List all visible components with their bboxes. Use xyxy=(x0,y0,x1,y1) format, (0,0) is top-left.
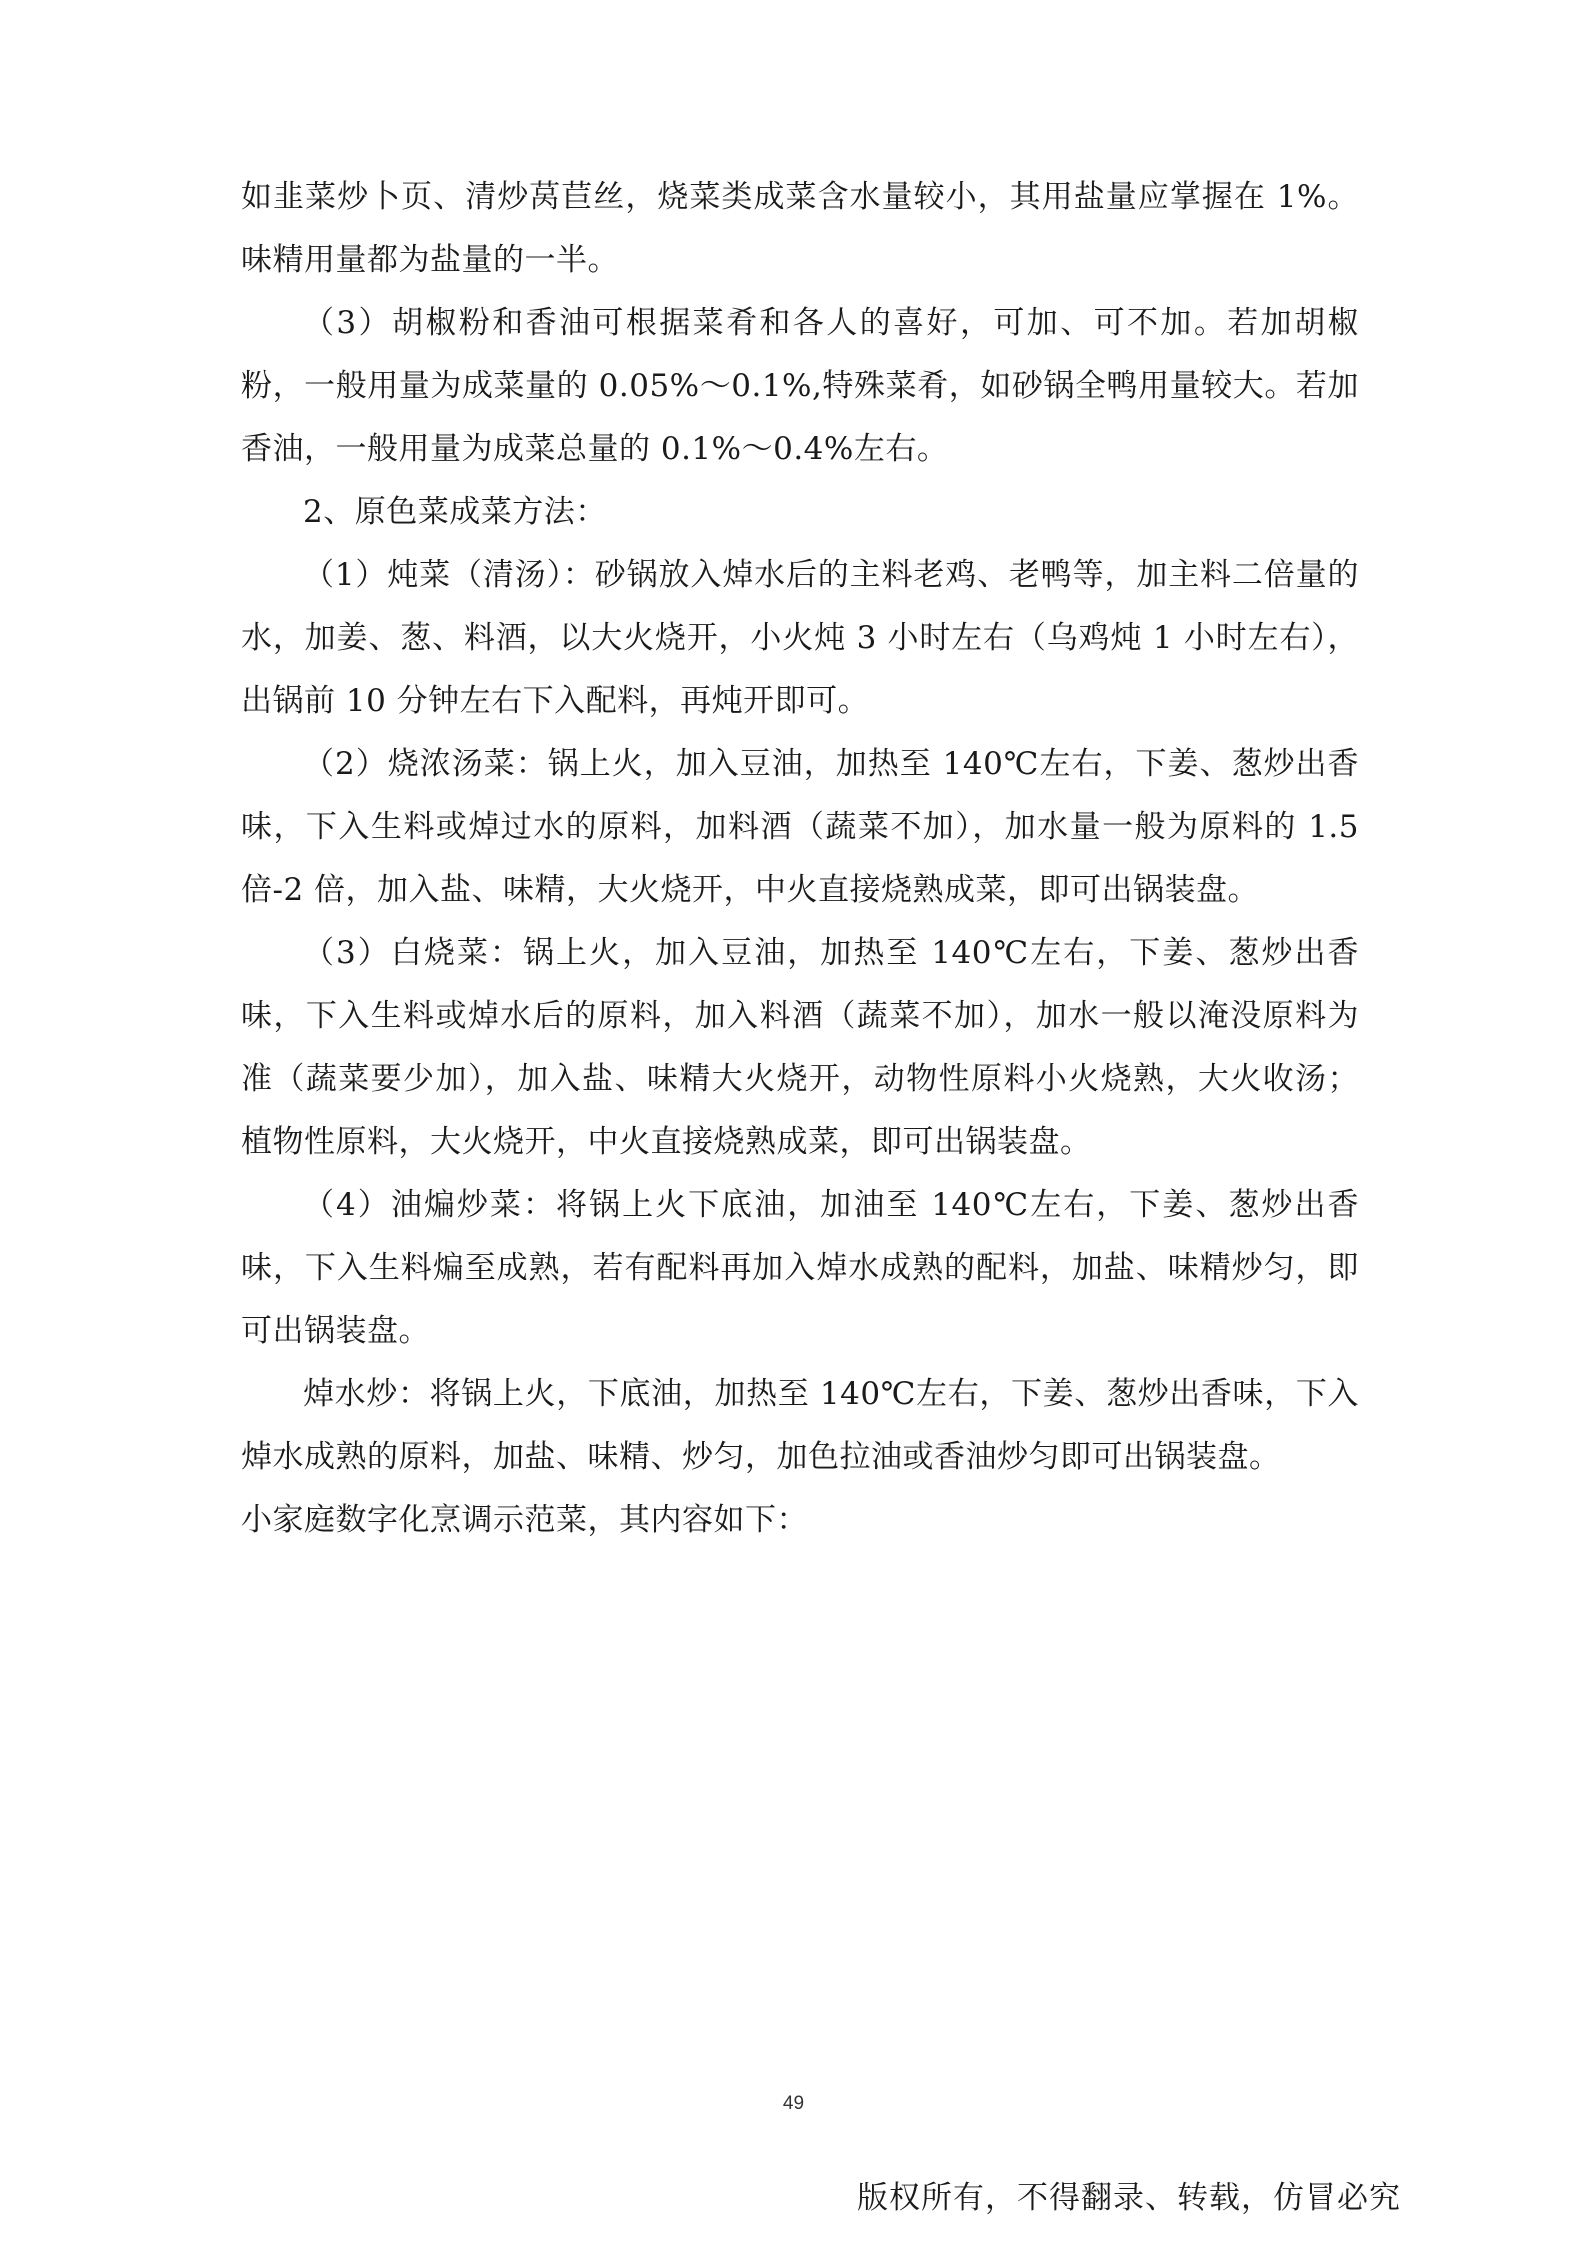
paragraph-thick-soup-dishes: （2）烧浓汤菜：锅上火，加入豆油，加热至 140℃左右，下姜、葱炒出香味，下入生料或焯过水的原料，加料酒（蔬菜不加），加水量一般为原料的 1.5倍-2 倍，加入盐、味精，大火烧开，中火直接烧熟成菜，即可出锅装盘。 xyxy=(241,746,1359,908)
paragraph-continuation: 如韭菜炒卜页、清炒莴苣丝，烧菜类成菜含水量较小，其用盐量应掌握在 1%。味精用量都为盐量的一半。 xyxy=(241,179,1359,278)
paragraph-demo-dishes-intro: 小家庭数字化烹调示范菜，其内容如下： xyxy=(241,1502,808,1538)
paragraph-stewed-dishes: （1）炖菜（清汤）：砂锅放入焯水后的主料老鸡、老鸭等，加主料二倍量的水，加姜、葱、料酒，以大火烧开，小火炖 3 小时左右（乌鸡炖 1 小时左右），出锅前 10 分钟左右下入配料，再炖开即可。 xyxy=(241,557,1359,719)
page-number: 49 xyxy=(782,2093,805,2114)
paragraph-pepper-sesame-oil: （3）胡椒粉和香油可根据菜肴和各人的喜好，可加、可不加。若加胡椒粉，一般用量为成菜量的 0.05%～0.1%,特殊菜肴，如砂锅全鸭用量较大。若加香油，一般用量为成菜总量的 0.1%～0.4%左右。 xyxy=(241,305,1359,467)
section-heading-original-color-dishes: 2、原色菜成菜方法： xyxy=(303,494,607,530)
paragraph-stir-fried-dishes: （4）油煸炒菜：将锅上火下底油，加油至 140℃左右，下姜、葱炒出香味，下入生料煸至成熟，若有配料再加入焯水成熟的配料，加盐、味精炒匀，即可出锅装盘。 xyxy=(241,1187,1359,1349)
paragraph-white-braised-dishes: （3）白烧菜：锅上火，加入豆油，加热至 140℃左右，下姜、葱炒出香味，下入生料或焯水后的原料，加入料酒（蔬菜不加），加水一般以淹没原料为准（蔬菜要少加），加入盐、味精大火烧开，动物性原料小火烧熟，大火收汤；植物性原料，大火烧开，中火直接烧熟成菜，即可出锅装盘。 xyxy=(241,935,1359,1160)
paragraph-blanched-stir-fry: 焯水炒：将锅上火，下底油，加热至 140℃左右，下姜、葱炒出香味，下入焯水成熟的原料，加盐、味精、炒匀，加色拉油或香油炒匀即可出锅装盘。 xyxy=(241,1376,1359,1475)
body-text xyxy=(241,166,1359,1552)
copyright-notice: 版权所有，不得翻录、转载，仿冒必究 xyxy=(857,2180,1401,2216)
